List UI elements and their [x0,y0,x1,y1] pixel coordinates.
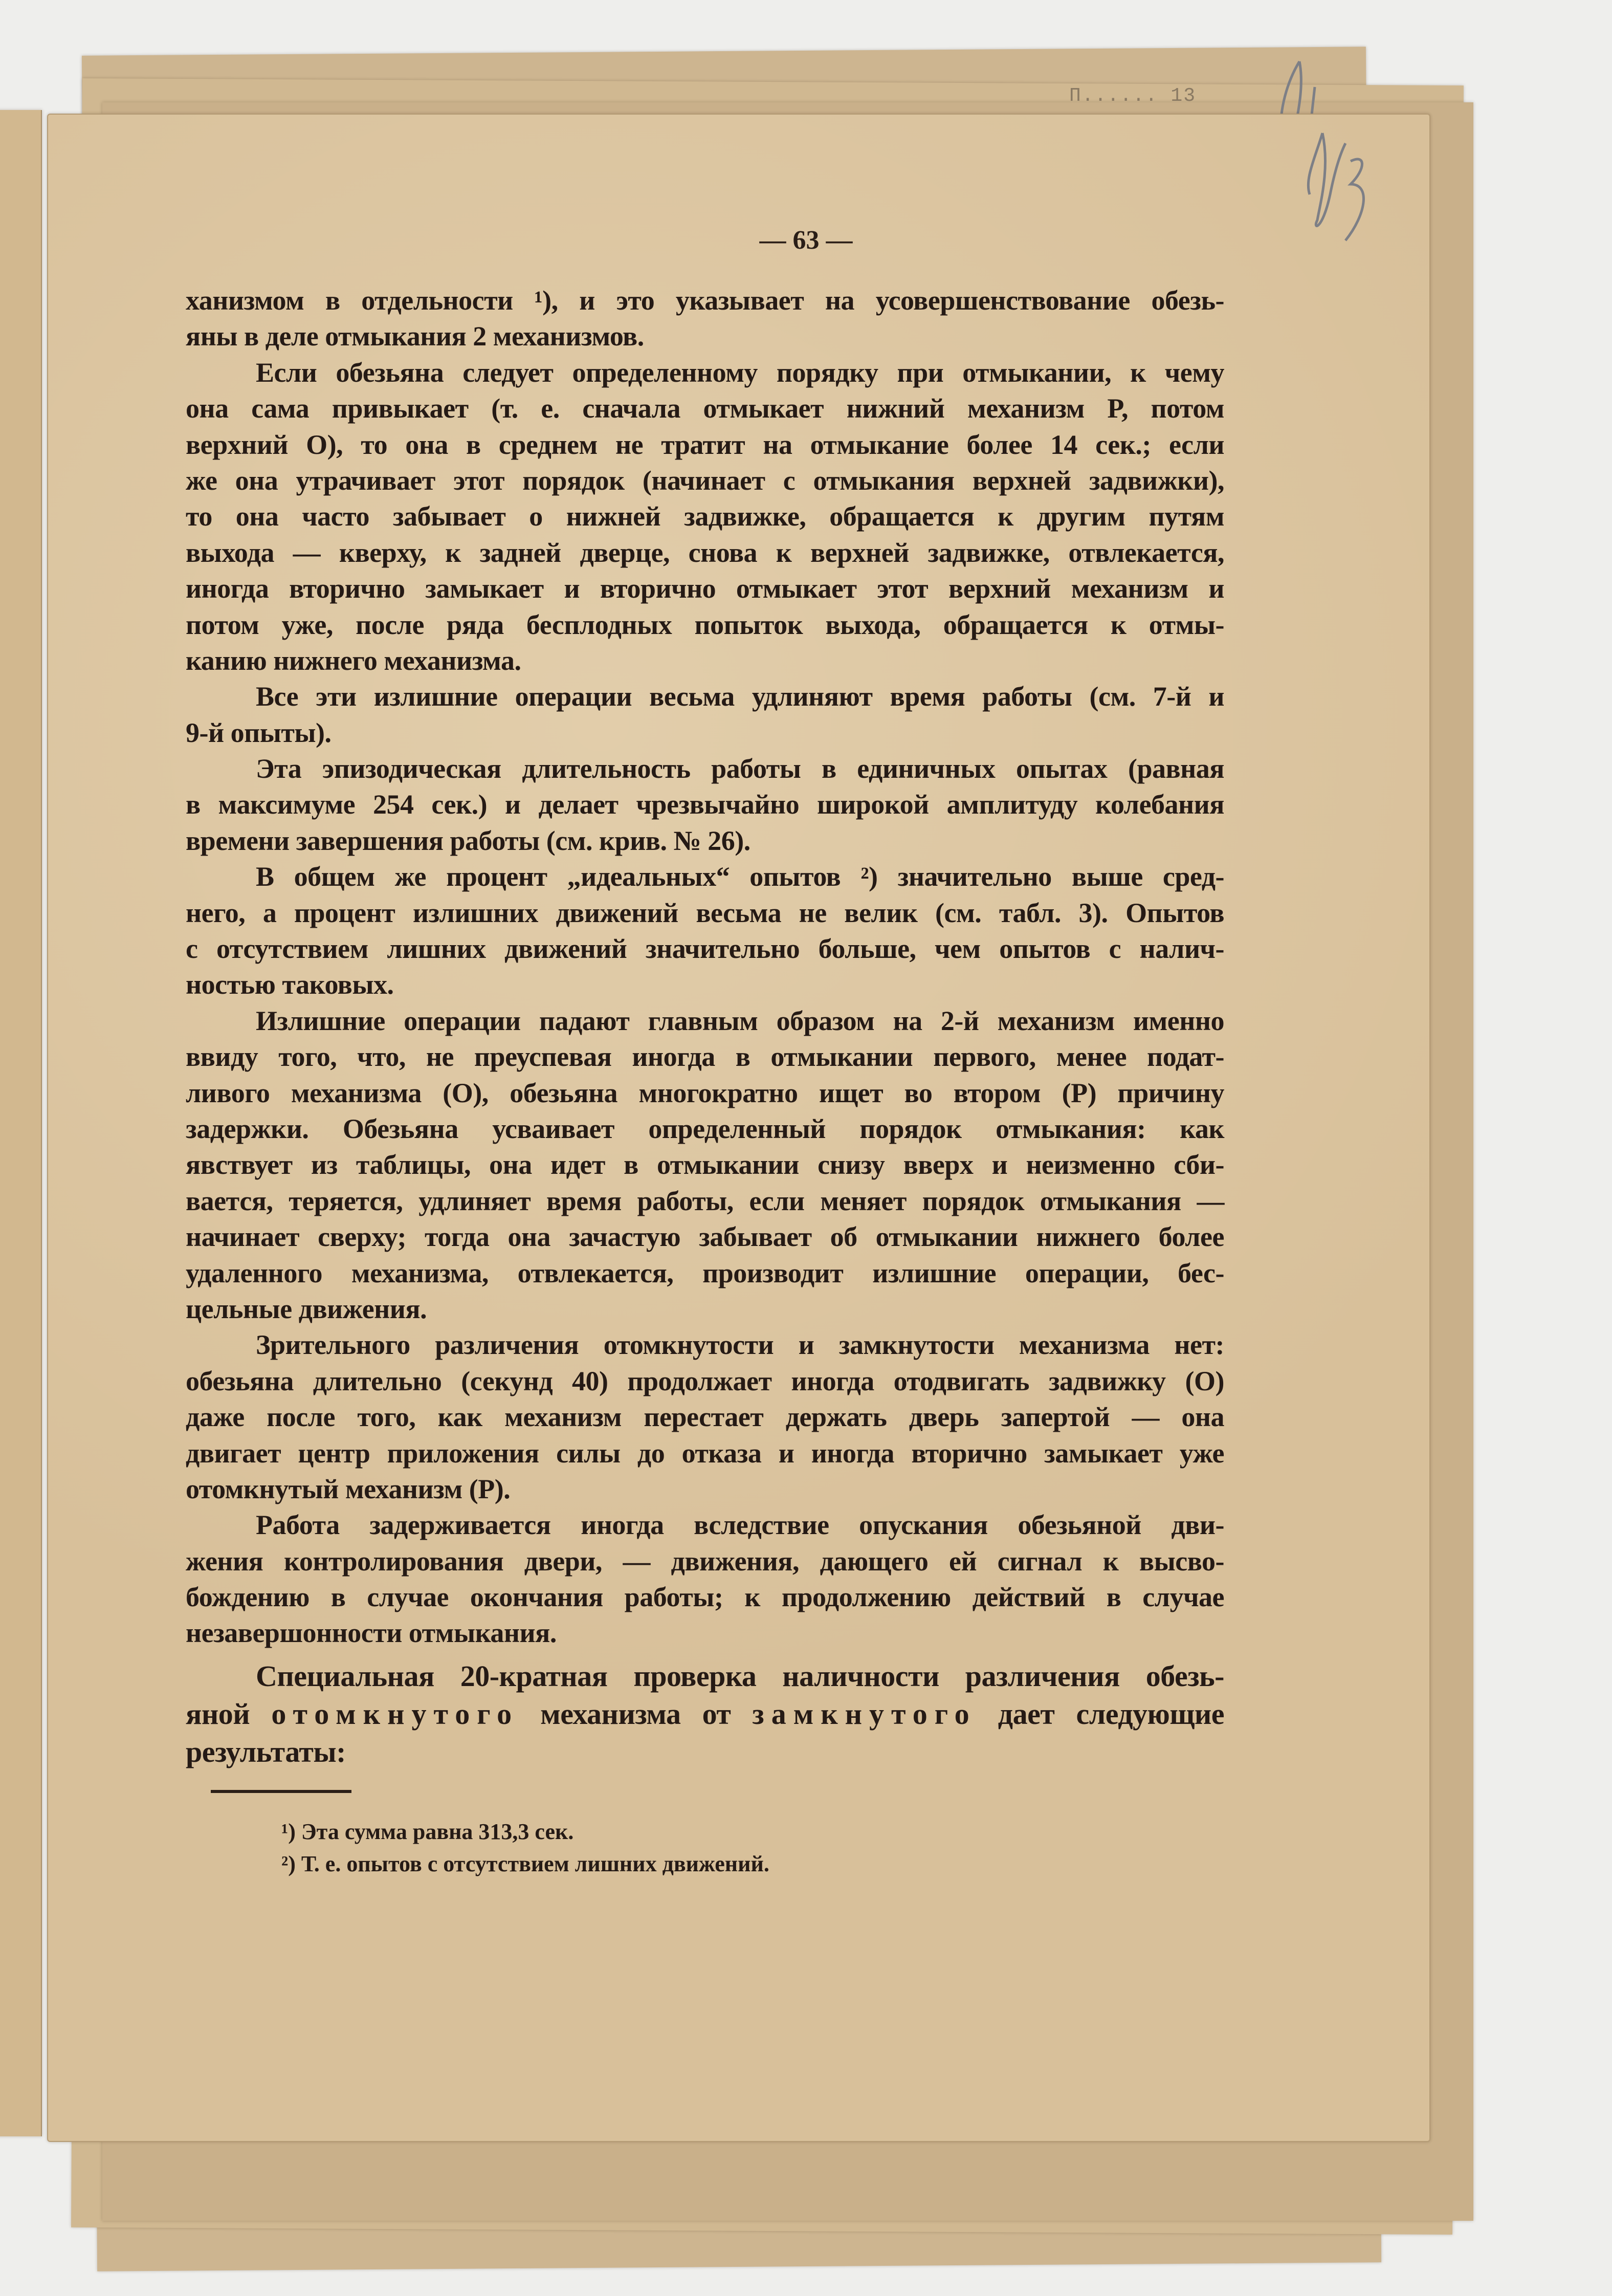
body-text [186,282,1224,1771]
text-line: двигает центр приложения силы до отказа и иногда вторично замыкает уже [186,1437,1224,1469]
text-line: иногда вторично замыкает и вторично отмыкает этот верхний механизм и [186,573,1224,604]
text-line: потом уже, после ряда бесплодных попыток выхода, обращается к отмы- [186,609,1224,640]
text-line: в максимуме 254 сек.) и делает чрезвычайно широкой амплитуду колебания [186,789,1224,820]
paragraph [186,1003,1224,1327]
paragraph [186,679,1224,751]
text-line: же она утрачивает этот порядок (начинает с отмыкания верхней задвижки), [186,465,1224,496]
paragraph [186,1507,1224,1651]
text-line: него, а процент излишних движений весьма не велик (см. табл. 3). Опытов [186,897,1224,928]
text-line: Зрительного различения отомкнутости и замкнутости механизма нет: [256,1329,1224,1361]
text-line: результаты: [186,1735,346,1768]
text-line: В общем же процент „идеальных“ опытов ²) значительно выше сред- [256,861,1224,892]
text-segment: яной [186,1697,250,1731]
paragraph [186,355,1224,679]
text-line: с отсутствием лишних движений значительно больше, чем опытов с налич- [186,933,1224,965]
text-line: канию нижнего механизма. [186,645,521,676]
left-facing-page-edge [0,110,42,2136]
paragraph [186,1327,1224,1507]
text-line: то она часто забывает о нижней задвижке, обращается к другим путям [186,501,1224,532]
text-line: яны в деле отмыкания 2 механизмов. [186,321,644,352]
text-line: удаленного механизма, отвлекается, производит излишние операции, бес- [186,1257,1224,1288]
spaced-word: отомкнутого [271,1697,519,1731]
text-line: ностью таковых. [186,969,394,1000]
footnote-1: ¹) Эта сумма равна 313,3 сек. [281,1819,574,1844]
paragraph [186,751,1224,859]
text-line: Работа задерживается иногда вследствие опускания обезьяной дви- [256,1510,1224,1541]
text-line: незавершонности отмыкания. [186,1617,557,1649]
text-segment: механизма от [540,1697,731,1731]
text-line: задержки. Обезьяна усваивает определенный порядок отмыкания: как [186,1113,1224,1144]
spaced-word: замкнутого [752,1697,977,1731]
footnotes [281,1816,769,1880]
text-line: Если обезьяна следует определенному порядку при отмыкании, к чему [256,357,1224,388]
page-number: — 63 — [759,226,853,255]
text-line: ливого механизма (O), обезьяна многократно ищет во втором (P) причину [186,1077,1224,1108]
text-line: выхода — кверху, к задней дверце, снова к верхней задвижке, отвлекается, [186,537,1224,568]
text-line: вается, теряется, удлиняет время работы, если меняет порядок отмыкания — [186,1185,1224,1216]
text-line: начинает сверху; тогда она зачастую забывает об отмыкании нижнего более [186,1221,1224,1253]
paragraph [186,282,1224,355]
text-line: жения контролирования двери, — движения, дающего ей сигнал к высво- [186,1545,1224,1577]
text-line: Эта эпизодическая длительность работы в единичных опытах (равная [256,753,1224,784]
text-segment: дает следующие [998,1697,1224,1731]
paragraph-final [186,1657,1224,1771]
text-line: 9-й опыты). [186,717,332,748]
text-line: цельные движения. [186,1293,427,1324]
text-line: ханизмом в отдельности ¹), и это указывает на усовершенствование обезь- [186,285,1224,316]
text-line: Все эти излишние операции весьма удлиняют время работы (см. 7-й и [256,681,1224,712]
text-line: ввиду того, что, не преуспевая иногда в отмыкании первого, менее подат- [186,1041,1224,1073]
underlying-page-stamp: П...... 13 [1069,85,1197,107]
text-line: бождению в случае окончания работы; к продолжению действий в случае [186,1582,1224,1613]
footnote-separator [211,1790,351,1793]
text-line: она сама привыкает (т. е. сначала отмыкает нижний механизм P, потом [186,393,1224,424]
text-line: Излишние операции падают главным образом на 2-й механизм именно [256,1005,1224,1036]
text-line: верхний O), то она в среднем не тратит на отмыкание более 14 сек.; если [186,429,1224,460]
footnote-2: ²) Т. е. опытов с отсутствием лишних движений. [281,1851,769,1876]
text-line: даже после того, как механизм перестает держать дверь запертой — она [186,1402,1224,1433]
text-line [186,1695,1224,1733]
text-line: Специальная 20-кратная проверка наличности различения обезь- [256,1659,1224,1693]
text-line: обезьяна длительно (секунд 40) продолжает иногда отодвигать задвижку (O) [186,1365,1224,1396]
text-line: явствует из таблицы, она идет в отмыкании снизу вверх и неизменно сби- [186,1149,1224,1180]
paragraph [186,859,1224,1003]
text-line: отомкнутый механизм (P). [186,1473,511,1504]
text-line: времени завершения работы (см. крив. № 26). [186,825,750,856]
